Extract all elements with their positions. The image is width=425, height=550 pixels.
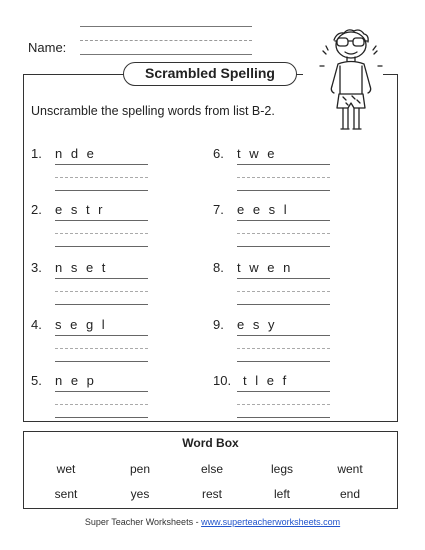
word-box-word: wet bbox=[56, 462, 76, 476]
word-box-word: pen bbox=[129, 462, 151, 476]
problem-item bbox=[213, 146, 383, 196]
word-box-word: went bbox=[337, 462, 363, 476]
answer-midline bbox=[237, 291, 330, 292]
answer-line[interactable] bbox=[237, 190, 330, 191]
problem-item bbox=[213, 202, 383, 252]
worksheet-title: Scrambled Spelling bbox=[123, 62, 297, 86]
problem-item bbox=[31, 260, 201, 310]
name-line-dashed bbox=[80, 40, 252, 41]
word-box-word: left bbox=[273, 487, 290, 501]
problem-item bbox=[31, 373, 201, 423]
answer-midline bbox=[237, 177, 330, 178]
instructions: Unscramble the spelling words from list B-2. bbox=[31, 104, 275, 118]
name-line-top bbox=[80, 26, 252, 27]
scrambled-letters: e e s l bbox=[237, 202, 290, 217]
answer-line[interactable] bbox=[237, 246, 330, 247]
problem-item bbox=[213, 260, 383, 310]
scrambled-letters: n s e t bbox=[55, 260, 108, 275]
problem-item bbox=[213, 317, 383, 367]
problem-number: 5. bbox=[31, 373, 42, 388]
word-box-word: rest bbox=[201, 487, 222, 501]
word-box-word: legs bbox=[270, 462, 293, 476]
word-box-title: Word Box bbox=[182, 436, 239, 450]
letters-underline bbox=[55, 335, 148, 336]
answer-midline bbox=[237, 348, 330, 349]
word-box-word: end bbox=[339, 487, 361, 501]
answer-line[interactable] bbox=[237, 361, 330, 362]
name-write-line[interactable] bbox=[80, 54, 252, 55]
scrambled-letters: t w e bbox=[237, 146, 277, 161]
answer-line[interactable] bbox=[55, 304, 148, 305]
answer-line[interactable] bbox=[55, 417, 148, 418]
answer-midline bbox=[237, 233, 330, 234]
problem-item bbox=[213, 373, 383, 423]
answer-midline bbox=[55, 404, 148, 405]
answer-line[interactable] bbox=[55, 246, 148, 247]
problem-number: 3. bbox=[31, 260, 42, 275]
letters-underline bbox=[237, 278, 330, 279]
letters-underline bbox=[237, 220, 330, 221]
answer-midline bbox=[55, 291, 148, 292]
problem-item bbox=[31, 202, 201, 252]
name-label: Name: bbox=[28, 40, 67, 55]
problem-item bbox=[31, 146, 201, 196]
problem-number: 4. bbox=[31, 317, 42, 332]
scrambled-letters: e s t r bbox=[55, 202, 106, 217]
scrambled-letters: n d e bbox=[55, 146, 97, 161]
scrambled-letters: n e p bbox=[55, 373, 97, 388]
letters-underline bbox=[55, 391, 148, 392]
footer bbox=[0, 517, 425, 527]
word-box-word: sent bbox=[54, 487, 78, 501]
letters-underline bbox=[237, 335, 330, 336]
word-box-word: else bbox=[200, 462, 223, 476]
answer-midline bbox=[55, 177, 148, 178]
problem-item bbox=[31, 317, 201, 367]
problem-number: 2. bbox=[31, 202, 42, 217]
letters-underline bbox=[237, 164, 330, 165]
answer-line[interactable] bbox=[237, 417, 330, 418]
problem-number: 10. bbox=[213, 373, 232, 388]
problem-number: 9. bbox=[213, 317, 224, 332]
letters-underline bbox=[55, 220, 148, 221]
answer-midline bbox=[55, 348, 148, 349]
problem-number: 7. bbox=[213, 202, 224, 217]
letters-underline bbox=[55, 278, 148, 279]
problem-number: 6. bbox=[213, 146, 224, 161]
footer-text: Super Teacher Worksheets - bbox=[84, 517, 202, 527]
answer-line[interactable] bbox=[237, 304, 330, 305]
problem-number: 1. bbox=[31, 146, 42, 161]
answer-midline bbox=[55, 233, 148, 234]
boy-with-goggles-icon bbox=[316, 26, 386, 136]
word-box-word: yes bbox=[130, 487, 150, 501]
answer-midline bbox=[237, 404, 330, 405]
answer-line[interactable] bbox=[55, 190, 148, 191]
footer-link[interactable]: www.superteacherworksheets.com bbox=[201, 517, 341, 527]
scrambled-letters: s e g l bbox=[55, 317, 108, 332]
scrambled-letters: t w e n bbox=[237, 260, 293, 275]
scrambled-letters: t l e f bbox=[243, 373, 289, 388]
scrambled-letters: e s y bbox=[237, 317, 277, 332]
problem-number: 8. bbox=[213, 260, 224, 275]
answer-line[interactable] bbox=[55, 361, 148, 362]
letters-underline bbox=[237, 391, 330, 392]
letters-underline bbox=[55, 164, 148, 165]
